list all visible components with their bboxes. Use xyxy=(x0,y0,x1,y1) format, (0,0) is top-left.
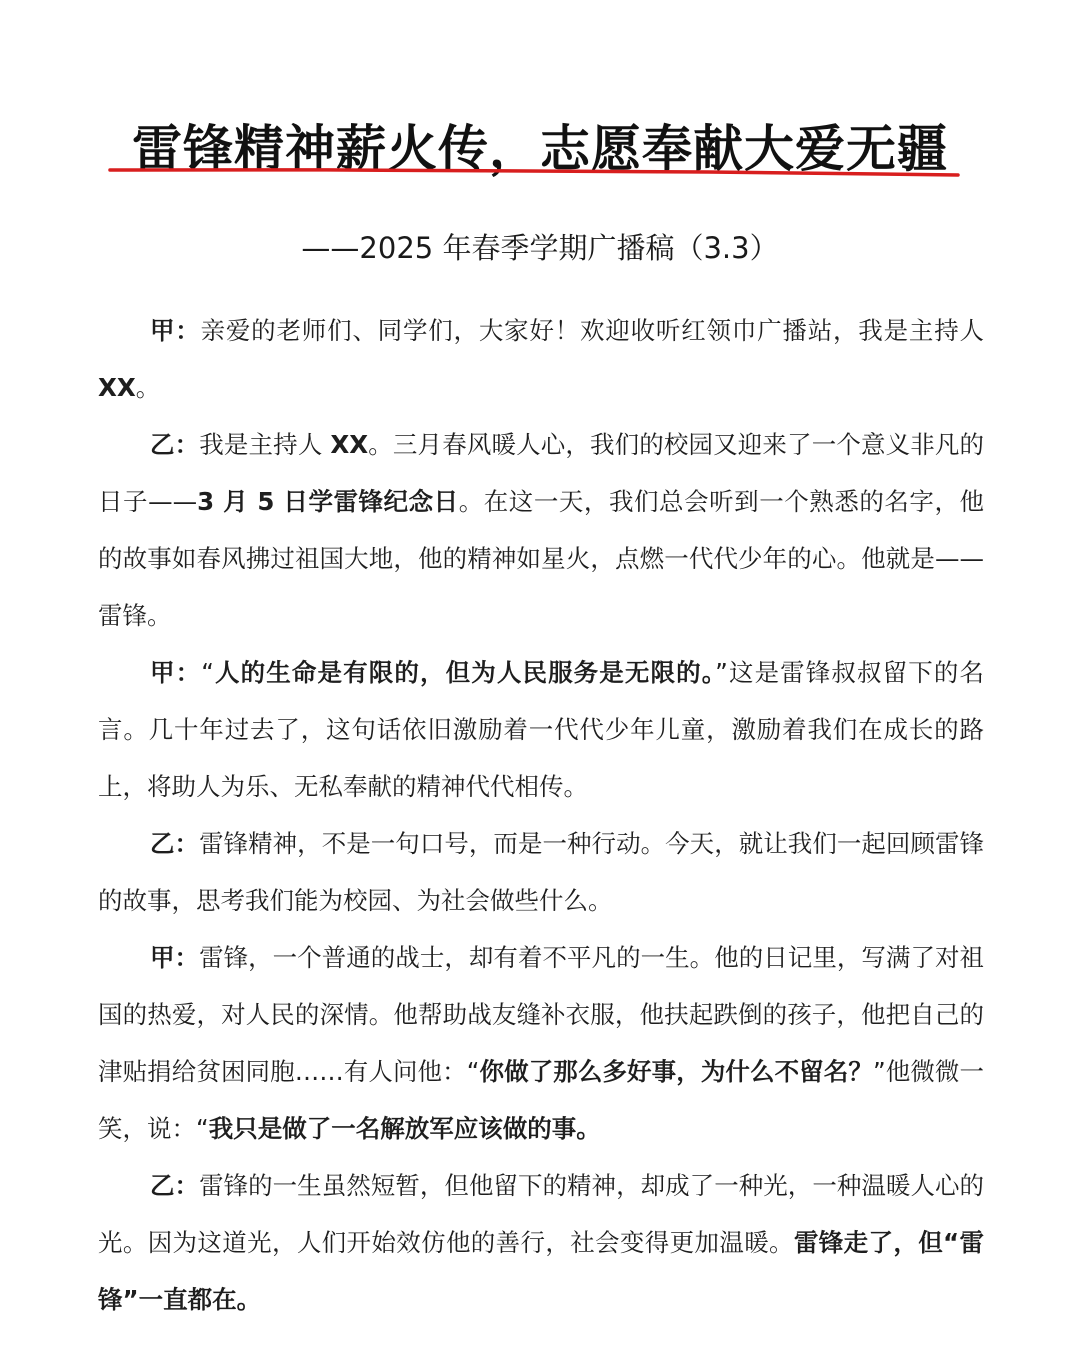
emphasized-text: 雷锋走了，但“雷锋”一直都在。 xyxy=(98,1228,985,1314)
speaker-label: 甲： xyxy=(150,316,201,345)
paragraph-text: 我是主持人 xyxy=(199,430,331,459)
paragraph-text: 。在这一天，我们总会听到一个熟悉的名字，他的故事如春风拂过祖国大地，他的精神如星火，点燃一代代少年的心。他就是——雷锋。 xyxy=(98,487,985,630)
paragraph-text: 。三月春风暖人心，我们的校园又迎来了一个意义非凡的日子—— xyxy=(98,430,985,516)
dialogue-paragraph xyxy=(98,815,984,929)
emphasized-text: 我只是做了一名解放军应该做的事。 xyxy=(208,1114,601,1143)
paragraph-text: 亲爱的老师们、同学们，大家好！欢迎收听红领巾广播站，我是主持人 xyxy=(200,316,984,345)
paragraph-text: 雷锋精神，不是一句口号，而是一种行动。今天，就让我们一起回顾雷锋的故事，思考我们能为校园、为社会做些什么。 xyxy=(98,829,984,915)
emphasized-text: 你做了那么多好事，为什么不留名？ xyxy=(479,1057,873,1086)
document-body xyxy=(98,302,984,1328)
dialogue-paragraph xyxy=(98,416,984,644)
paragraph-text: “ xyxy=(201,658,214,687)
paragraph-text: 。 xyxy=(135,373,161,402)
paragraph-text: ”这是雷锋叔叔留下的名言。几十年过去了，这句话依旧激励着一代代少年儿童，激励着我们在成长的路上，将助人为乐、无私奉献的精神代代相传。 xyxy=(98,658,984,801)
emphasized-text: 人的生命是有限的，但为人民服务是无限的。 xyxy=(213,658,716,687)
speaker-label: 乙： xyxy=(150,1171,200,1200)
dialogue-paragraph xyxy=(98,302,984,416)
speaker-label: 甲： xyxy=(150,658,202,687)
speaker-label: 甲： xyxy=(150,943,200,972)
emphasized-text: XX xyxy=(98,373,136,402)
emphasized-text: 3 月 5 日学雷锋纪念日 xyxy=(197,487,459,516)
title-underline-stroke xyxy=(110,170,958,175)
title-underline xyxy=(108,168,960,178)
paragraph-text: 雷锋的一生虽然短暂，但他留下的精神，却成了一种光，一种温暖人心的光。因为这道光，人们开始效仿他的善行，社会变得更加温暖。 xyxy=(98,1171,984,1257)
paragraph-text: 雷锋，一个普通的战士，却有着不平凡的一生。他的日记里，写满了对祖国的热爱，对人民的深情。他帮助战友缝补衣服，他扶起跌倒的孩子，他把自己的津贴捐给贫困同胞……有人问他：“ xyxy=(98,943,984,1086)
subtitle: ——2025 年春季学期广播稿（3.3） xyxy=(301,231,779,265)
dialogue-paragraph xyxy=(98,1157,984,1328)
paragraph-text: ”他微微一笑，说：“ xyxy=(98,1057,984,1143)
speaker-label: 乙： xyxy=(150,829,200,858)
page-title: 雷锋精神薪火传，志愿奉献大爱无疆 xyxy=(132,120,948,178)
dialogue-paragraph xyxy=(98,644,984,815)
emphasized-text: XX xyxy=(330,430,369,459)
speaker-label: 乙： xyxy=(150,430,200,459)
dialogue-paragraph xyxy=(98,929,984,1157)
